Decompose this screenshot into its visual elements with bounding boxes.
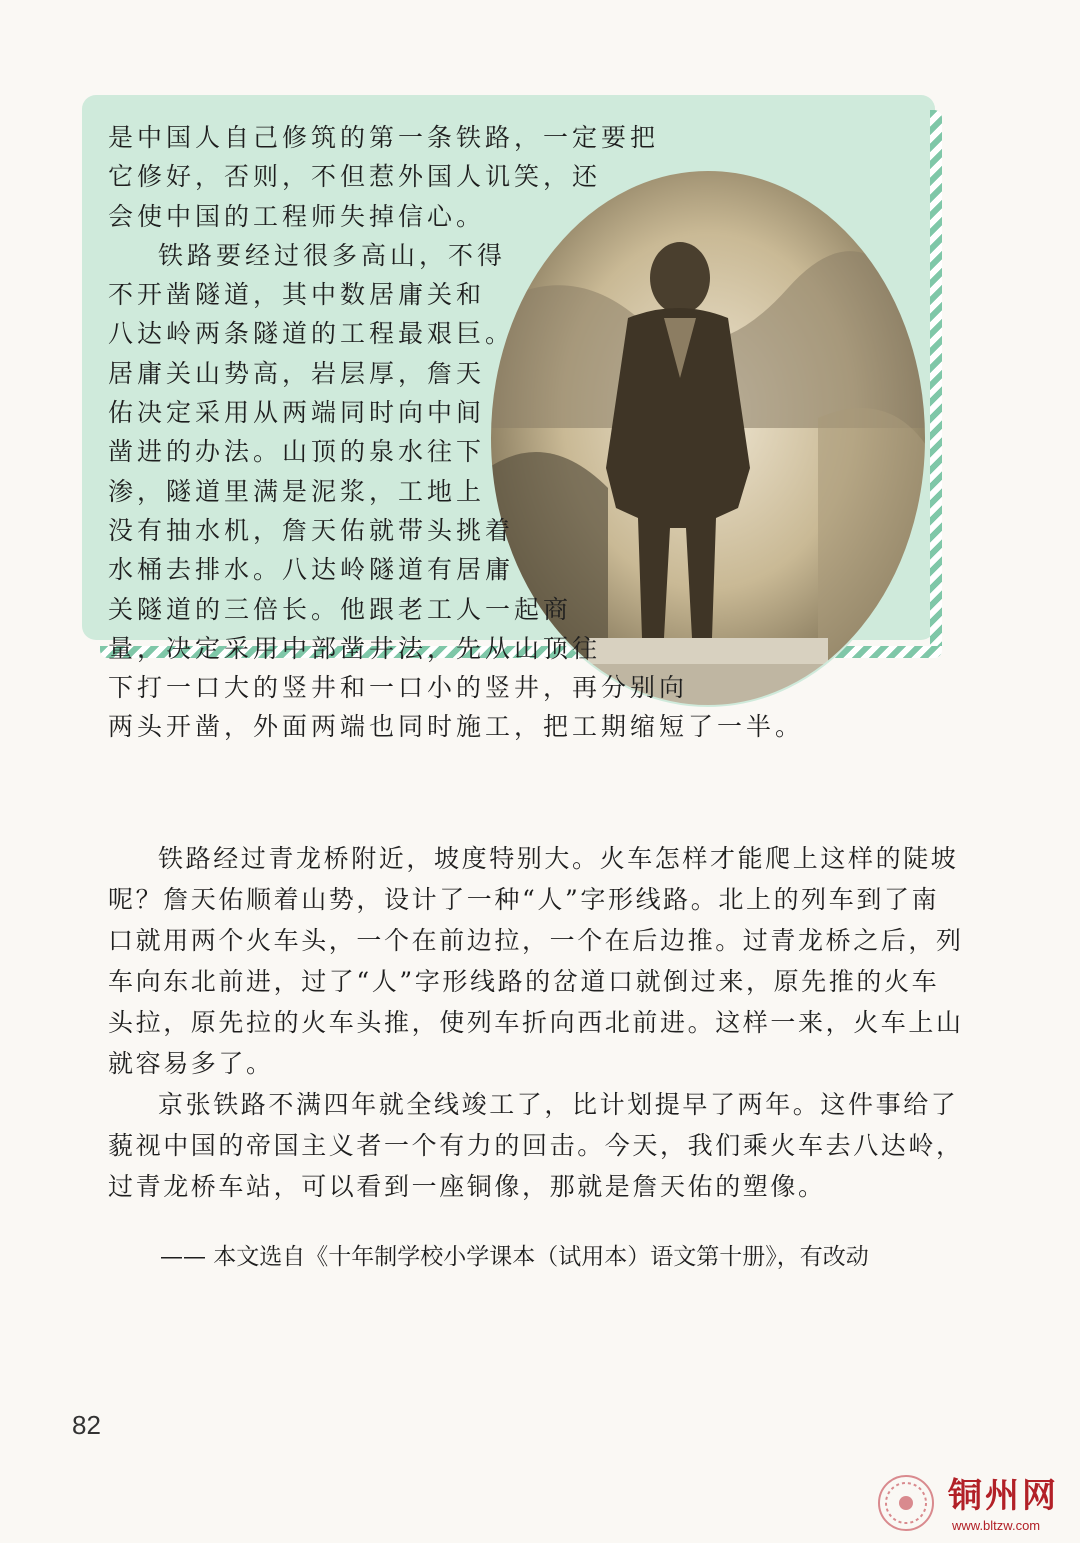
text-line: 铁路要经过很多高山，不得 <box>158 240 507 270</box>
text-line: 渗，隧道里满是泥浆，工地上 <box>108 476 486 506</box>
text-line: 佑决定采用从两端同时向中间 <box>108 398 486 428</box>
decorative-stripe-right <box>930 110 942 658</box>
source-citation: —— 本文选自《十年制学校小学课本（试用本）语文第十册》，有改动 <box>160 1244 869 1270</box>
watermark-name: 铜州网 <box>948 1476 1059 1516</box>
text-line: 凿进的办法。山顶的泉水往下 <box>108 437 486 467</box>
text-line: 水桶去排水。八达岭隧道有居庸 <box>108 555 515 585</box>
text-line: 车向东北前进，过了“人”字形线路的岔道口就倒过来，原先推的火车 <box>108 967 940 996</box>
text-line: 铁路经过青龙桥附近，坡度特别大。火车怎样才能爬上这样的陡坡 <box>158 844 959 873</box>
body-text-upper <box>108 118 908 747</box>
text-line: 口就用两个火车头，一个在前边拉，一个在后边推。过青龙桥之后，列 <box>108 926 964 955</box>
text-line: 会使中国的工程师失掉信心。 <box>108 201 486 231</box>
text-line: 关隧道的三倍长。他跟老工人一起商 <box>108 594 573 624</box>
text-line: 京张铁路不满四年就全线竣工了，比计划提早了两年。这件事给了 <box>158 1090 959 1119</box>
body-text-lower <box>108 838 964 1207</box>
text-line: 头拉，原先拉的火车头推，使列车折向西北前进。这样一来，火车上山 <box>108 1008 964 1037</box>
page-number: 82 <box>72 1410 101 1440</box>
text-line: 不开凿隧道，其中数居庸关和 <box>108 280 486 310</box>
text-line: 量，决定采用中部凿井法，先从山顶往 <box>108 633 602 663</box>
text-line: 八达岭两条隧道的工程最艰巨。 <box>108 319 515 349</box>
text-line: 是中国人自己修筑的第一条铁路，一定要把 <box>108 123 660 152</box>
text-line: 它修好，否则，不但惹外国人讥笑，还 <box>108 162 602 192</box>
text-line: 两头开凿，外面两端也同时施工，把工期缩短了一半。 <box>108 712 805 742</box>
text-line: 居庸关山势高，岩层厚，詹天 <box>108 358 486 388</box>
text-line: 藐视中国的帝国主义者一个有力的回击。今天，我们乘火车去八达岭， <box>108 1131 964 1160</box>
text-line: 下打一口大的竖井和一口小的竖井，再分别向 <box>108 673 689 703</box>
text-line: 呢？詹天佑顺着山势，设计了一种“人”字形线路。北上的列车到了南 <box>108 885 940 914</box>
watermark-url: www.bltzw.com <box>952 1518 1041 1533</box>
text-line: 过青龙桥车站，可以看到一座铜像，那就是詹天佑的塑像。 <box>108 1172 826 1201</box>
text-line: 没有抽水机，詹天佑就带头挑着 <box>108 515 515 545</box>
text-line: 就容易多了。 <box>108 1049 274 1078</box>
